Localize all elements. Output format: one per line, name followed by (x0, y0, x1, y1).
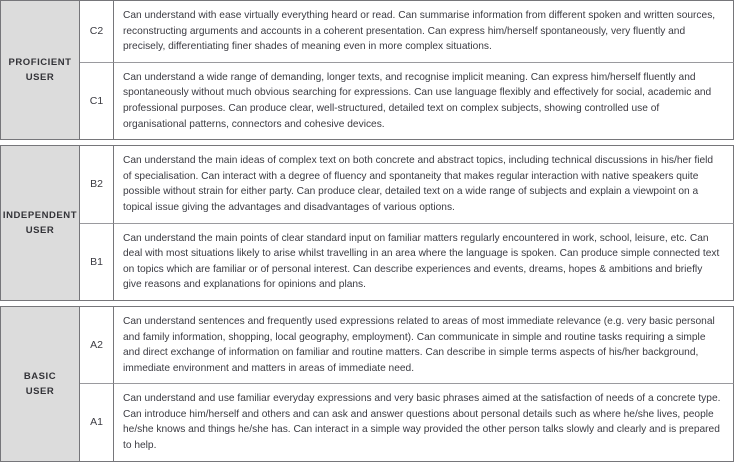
level-descriptor-c2: Can understand with ease virtually everything heard or read. Can summarise information from different spoken and written sources, reconstructing arguments and accounts in a coherent presentation. Can express him/herself spontaneously, very fluently and precisely, differentiating finer shades of meaning even in more complex situations. (114, 0, 734, 62)
table-row (0, 306, 734, 383)
level-descriptor-c1: Can understand a wide range of demanding, longer texts, and recognise implicit meaning. Can express him/herself fluently and spontaneously without much obvious searching for expressions. Can use language flexibly and effectively for social, academic and professional purposes. Can produce clear, well-structured, detailed text on complex subjects, showing controlled use of organisational patterns, connectors and cohesive devices. (114, 62, 734, 140)
level-code-b2: B2 (80, 145, 114, 222)
table-row (0, 62, 734, 140)
group-label-proficient (0, 0, 80, 140)
group-label-line-1: PROFICIENT (8, 57, 72, 69)
table-row (0, 145, 734, 222)
level-descriptor-b1: Can understand the main points of clear standard input on familiar matters regularly encountered in work, school, leisure, etc. Can deal with most situations likely to arise whilst travelling in an area where the language is spoken. Can produce simple connected text on topics which are familiar or of personal interest. Can describe experiences and events, dreams, hopes & ambitions and briefly give reasons and explanations for opinions and plans. (114, 223, 734, 301)
level-code-c2: C2 (80, 0, 114, 62)
level-descriptor-a2: Can understand sentences and frequently used expressions related to areas of most immediate relevance (e.g. very basic personal and family information, shopping, local geography, employment). Can communicate in simple and routine tasks requiring a simple and direct exchange of information on familiar and routine matters. Can describe in simple terms aspects of his/her background, immediate environment and matters in areas of immediate need. (114, 306, 734, 383)
table-row (0, 0, 734, 62)
group-label-independent (0, 145, 80, 301)
group-label-line-2: USER (25, 225, 55, 237)
level-code-b1: B1 (80, 223, 114, 301)
level-descriptor-a1: Can understand and use familiar everyday expressions and very basic phrases aimed at the satisfaction of needs of a concrete type. Can introduce him/herself and others and can ask and answer questions about personal details such as where he/she lives, people he/she knows and things he/she has. Can interact in a simple way provided the other person talks slowly and clearly and is prepared to help. (114, 383, 734, 461)
table-row (0, 223, 734, 301)
level-group-basic (0, 306, 734, 462)
level-group-proficient (0, 0, 734, 140)
group-label-line-2: USER (25, 72, 55, 84)
level-descriptor-b2: Can understand the main ideas of complex text on both concrete and abstract topics, including technical discussions in his/her field of specialisation. Can interact with a degree of fluency and spontaneity that makes regular interaction with native speakers quite possible without strain for either party. Can produce clear, detailed text on a wide range of subjects and explain a viewpoint on a topical issue giving the advantages and disadvantages of various options. (114, 145, 734, 222)
group-label-basic (0, 306, 80, 462)
level-group-independent (0, 145, 734, 301)
table-row (0, 383, 734, 461)
level-code-a1: A1 (80, 383, 114, 461)
group-label-line-1: BASIC (23, 370, 57, 382)
group-label-line-1: INDEPENDENT (2, 210, 78, 222)
level-code-a2: A2 (80, 306, 114, 383)
group-label-line-2: USER (25, 385, 55, 397)
level-code-c1: C1 (80, 62, 114, 140)
